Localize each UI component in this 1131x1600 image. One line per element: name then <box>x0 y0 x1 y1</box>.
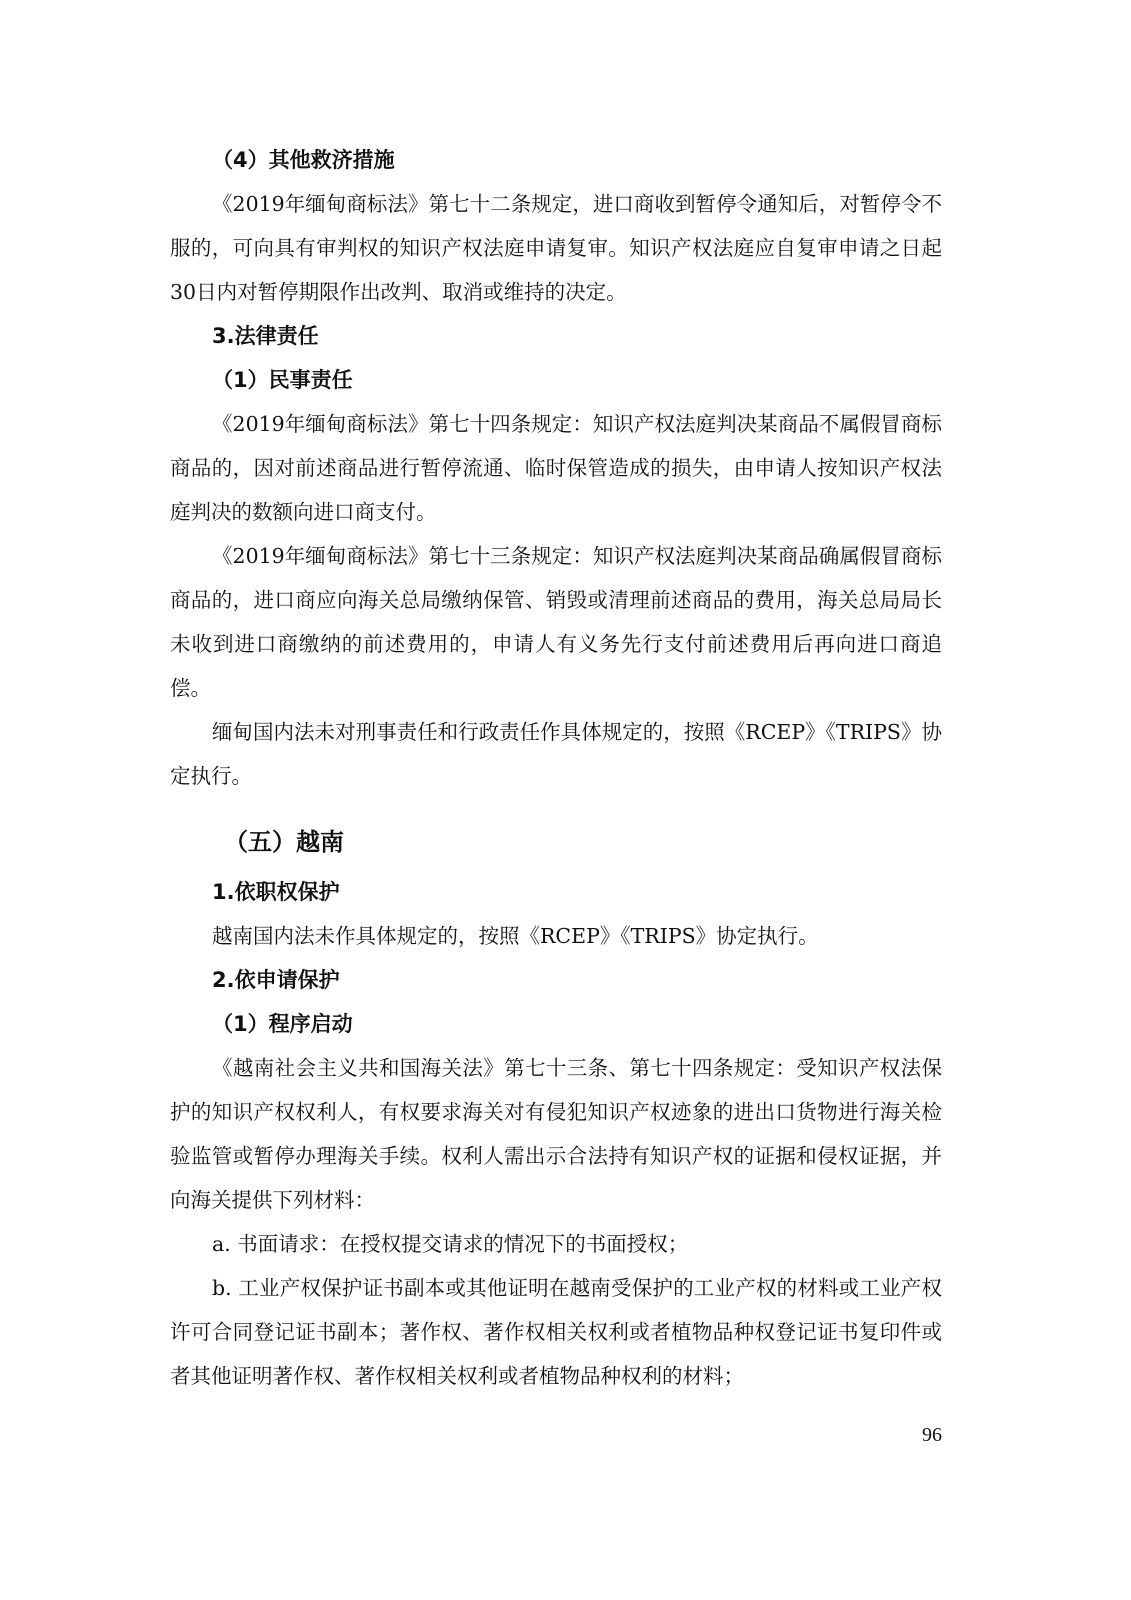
heading-other-remedies: （4）其他救济措施 <box>212 148 395 172</box>
paragraph-vietnam-ex-officio: 越南国内法未作具体规定的，按照《RCEP》《TRIPS》协定执行。 <box>212 924 819 948</box>
heading-procedure-start: （1）程序启动 <box>212 1012 353 1036</box>
document-page <box>170 138 942 1398</box>
heading-vietnam: （五）越南 <box>224 828 344 856</box>
heading-civil-liability: （1）民事责任 <box>212 368 353 392</box>
page-number: 96 <box>922 1424 942 1446</box>
heading-application-protection: 2.依申请保护 <box>212 968 340 992</box>
list-item-a: a. 书面请求：在授权提交请求的情况下的书面授权； <box>212 1232 689 1256</box>
paragraph-vietnam-customs-law: 《越南社会主义共和国海关法》第七十三条、第七十四条规定：受知识产权法保护的知识产权权利人，有权要求海关对有侵犯知识产权迹象的进出口货物进行海关检验监管或暂停办理海关手续。权利人需出示合法持有知识产权的证据和侵权证据，并向海关提供下列材料： <box>170 1056 942 1212</box>
heading-ex-officio-protection: 1.依职权保护 <box>212 880 340 904</box>
heading-legal-liability: 3.法律责任 <box>212 324 319 348</box>
paragraph-article-74: 《2019年缅甸商标法》第七十四条规定：知识产权法庭判决某商品不属假冒商标商品的，因对前述商品进行暂停流通、临时保管造成的损失，由申请人按知识产权法庭判决的数额向进口商支付。 <box>170 412 942 524</box>
paragraph-article-73: 《2019年缅甸商标法》第七十三条规定：知识产权法庭判决某商品确属假冒商标商品的，进口商应向海关总局缴纳保管、销毁或清理前述商品的费用，海关总局局长未收到进口商缴纳的前述费用的，申请人有义务先行支付前述费用后再向进口商追偿。 <box>170 544 942 700</box>
list-item-b: b. 工业产权保护证书副本或其他证明在越南受保护的工业产权的材料或工业产权许可合同登记证书副本；著作权、著作权相关权利或者植物品种权登记证书复印件或者其他证明著作权、著作权相关权利或者植物品种权利的材料； <box>170 1276 942 1388</box>
paragraph-criminal-admin-liability: 缅甸国内法未对刑事责任和行政责任作具体规定的，按照《RCEP》《TRIPS》协定执行。 <box>170 720 942 788</box>
paragraph-myanmar-review: 《2019年缅甸商标法》第七十二条规定，进口商收到暂停令通知后，对暂停令不服的，可向具有审判权的知识产权法庭申请复审。知识产权法庭应自复审申请之日起30日内对暂停期限作出改判、取消或维持的决定。 <box>170 192 942 304</box>
